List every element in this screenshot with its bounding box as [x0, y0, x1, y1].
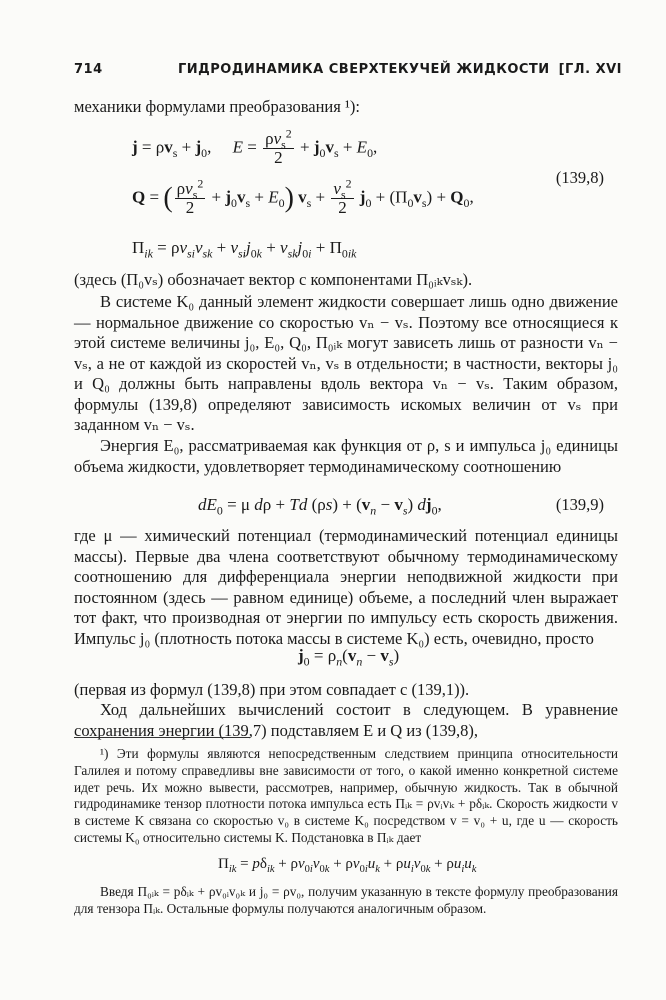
footnote-rule	[74, 737, 250, 738]
running-title: ГИДРОДИНАМИКА СВЕРХТЕКУЧЕЙ ЖИДКОСТИ	[178, 62, 550, 77]
paragraph-note: (здесь (Π₀vₛ) обозначает вектор с компонентами Π₀ᵢₖvₛₖ).	[74, 270, 473, 289]
equation-dE0: $dE_0 = \mu$ dρ + Td $(\rho s) + (v_n - v_s)$ $dj_0$,	[198, 495, 442, 518]
footnote-2: Введя Π₀ᵢₖ = pδᵢₖ + ρv₀ᵢv₀ₖ и j₀ = ρv₀, получим указанную в тексте формулу преобразования для тензора Πᵢₖ. Остальные формулы получаются аналогичным образом.	[74, 884, 618, 916]
paragraph-1: В системе K₀ данный элемент жидкости совершает лишь одно движение — нормальное движение со скоростью vₙ − vₛ. Поэтому все относящиеся к этой системе величины j₀, E₀, Q₀, Π₀ᵢₖ могут зависеть лишь от разности vₙ − vₛ, а не от каждой из скоростей vₙ, vₛ в отдельности; в частности, векторы j₀ и Q₀ должны быть направлены вдоль вектора vₙ − vₛ. Таким образом, формулы (139,8) определяют зависимость искомых величин от vₛ при заданном vₙ − vₛ.	[74, 292, 618, 434]
equation-j-and-E: $j = \rho v_s + j_0$, E = $\frac{\rho v_s^2}{2}$ + $j_0v_s + E_0$,	[132, 126, 378, 167]
footnote-equation: $\Pi_{ik} = p\delta_{ik} + \rho v_{0i}v_{0k} + \rho v_{0i}u_k + \rho u_iv_{0k} + \rho u_iu_k$	[218, 856, 477, 875]
footnote-1: ¹) Эти формулы являются непосредственным следствием принципа относительности Галилея и потому справедливы вне зависимости от того, о какой именно конкретной системе идет речь. Их можно вывести, рассмотрев, например, обычную жидкость. Так в обычной гидродинамике тензор плотности потока импульса есть Πᵢₖ = ρvᵢvₖ + pδᵢₖ. Скорость жидкости v в системе K связана со скоростью v₀ в системе K₀ посредством v = v₀ + u, где u — скорость системы K₀ относительно системы K. Подстановка в Πᵢₖ дает	[74, 746, 618, 845]
paragraph-2: Энергия E₀, рассматриваемая как функция от ρ, s и импульса j₀ единицы объема жидкости, удовлетворяет термодинамическому соотношению	[74, 436, 618, 476]
intro-line: механики формулами преобразования ¹):	[74, 97, 360, 116]
chapter-label: [ГЛ. XVI	[558, 62, 622, 77]
running-header	[74, 62, 622, 82]
equation-j0: $j_0 = \rho_n(v_n - v_s)$	[298, 646, 400, 669]
equation-Q: Q = ( $\frac{\rho v_s^2}{2}$ + $j_0v_s + E_0$) $v_s$ + $\frac{v_s^2}{2}$ $j_0 + (\Pi_0v_s) + Q_0$,	[132, 176, 474, 217]
paragraph-5: Ход дальнейших вычислений состоит в следующем. В уравнение сохранения энергии (139,7) подставляем E и Q из (139,8),	[74, 700, 618, 740]
paragraph-4: (первая из формул (139,8) при этом совпадает с (139,1)).	[74, 680, 470, 699]
equation-Pi: $\Pi_{ik} = \rho v_{si}v_{sk} + v_{si}j_{0k} + v_{sk}j_{0i} + \Pi_{0ik}$	[132, 238, 357, 261]
equation-number-139-8: (139,8)	[555, 168, 604, 187]
equation-number-139-9: (139,9)	[555, 495, 604, 514]
page-number: 714	[74, 62, 103, 77]
paragraph-3: где μ — химический потенциал (термодинамический потенциал единицы массы). Первые два члена соответствуют обычному термодинамическому соотношению для дифференциала энергии неподвижной жидкости при постоянном (здесь — равном единице) объеме, а последний член выражает тот факт, что производная от энергии по импульсу есть скорость движения. Импульс j₀ (плотность потока массы в системе K₀) есть, очевидно, просто	[74, 526, 618, 648]
